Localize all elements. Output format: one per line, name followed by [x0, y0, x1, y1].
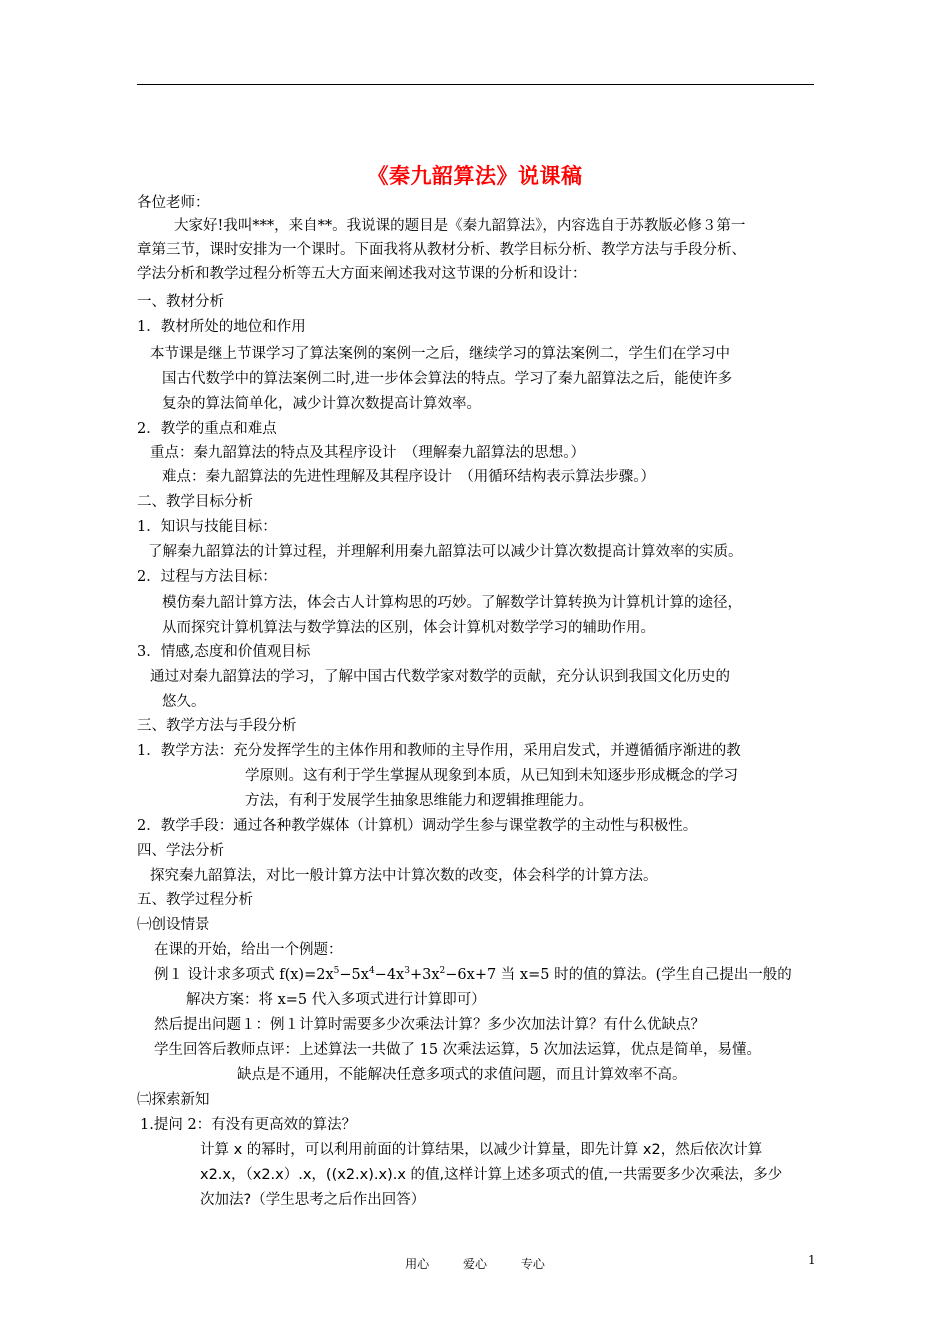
salutation: 各位老师： [137, 195, 210, 211]
s5-sub2-heading: ㈡探索新知 [137, 1092, 210, 1108]
s2-g1-heading: 1．知识与技能目标： [137, 519, 277, 535]
section-4-heading: 四、学法分析 [137, 843, 224, 859]
s4-text: 探究秦九韶算法，对比一般计算方法中计算次数的改变，体会科学的计算方法。 [150, 868, 658, 884]
difficult-point: 难点：秦九韶算法的先进性理解及其程序设计 （用循环结构表示算法步骤。） [162, 469, 655, 485]
document-title: 《秦九韶算法》说课稿 [367, 164, 583, 188]
footer-yongxin: 用心 [405, 1257, 430, 1271]
section-3-heading: 三、教学方法与手段分析 [137, 718, 297, 734]
s2-g2-line-2: 从而探究计算机算法与数学算法的区别，体会计算机对数学学习的辅助作用。 [162, 620, 655, 636]
s1-p1-line-3: 复杂的算法简单化，减少计算次数提高计算效率。 [162, 396, 481, 412]
teacher-comment: 学生回答后教师点评：上述算法一共做了 15 次乘法运算，5 次加法运算，优点是简单，易懂。 [154, 1042, 761, 1058]
s2-g3-line-1: 通过对秦九韶算法的学习，了解中国古代数学家对数学的贡献，充分认识到我国文化历史的 [150, 669, 730, 685]
intro-line-2: 章第三节，课时安排为一个课时。下面我将从教材分析、教学目标分析、教学方法与手段分析、 [137, 242, 746, 258]
header-rule [137, 84, 814, 85]
s2-g3-line-2: 悠久。 [162, 694, 206, 710]
s1-p1-heading: 1．教材所处的地位和作用 [137, 319, 306, 335]
question-1: 然后提出问题１：例１计算时需要多少次乘法计算？多少次加法计算？有什么优缺点？ [154, 1017, 705, 1033]
footer-zhuanxin: 专心 [520, 1257, 545, 1271]
teacher-comment-cont: 缺点是不通用，不能解决任意多项式的求值问题，而且计算效率不高。 [237, 1067, 687, 1083]
section-5-heading: 五、教学过程分析 [137, 892, 253, 908]
example-1-polynomial: 例１ 设计求多项式 $f(x)=2x^5-5x^4-4x^3+3x^2-6x+7$ 当 x=5 时的值的算法。(学生自己提出一般的 [154, 966, 792, 983]
s5-line-1: 在课的开始，给出一个例题： [154, 942, 343, 958]
s1-p2-heading: 2．教学的重点和难点 [137, 421, 277, 437]
footer-aixin: 爱心 [462, 1257, 487, 1271]
q2-line-3: 次加法?（学生思考之后作出回答） [200, 1192, 426, 1208]
s3-m1-line-2: 学原则。这有利于学生掌握从现象到本质，从已知到未知逐步形成概念的学习 [245, 768, 738, 784]
s3-m1-line-1: 1．教学方法：充分发挥学生的主体作用和教师的主导作用，采用启发式，并遵循循序渐进的教 [137, 743, 741, 759]
s2-g2-heading: 2．过程与方法目标： [137, 569, 277, 585]
section-2-heading: 二、教学目标分析 [137, 494, 253, 510]
s1-p1-line-2: 国古代数学中的算法案例二时,进一步体会算法的特点。学习了秦九韶算法之后，能使许多 [162, 371, 733, 387]
s2-g2-line-1: 模仿秦九韶计算方法，体会古人计算构思的巧妙。了解数学计算转换为计算机计算的途径， [162, 595, 742, 611]
q2-line-1: 计算 x 的幂时，可以利用前面的计算结果，以减少计算量，即先计算 x2，然后依次计算 [200, 1142, 763, 1158]
s3-m2: 2．教学手段：通过各种教学媒体（计算机）调动学生参与课堂教学的主动性与积极性。 [137, 818, 698, 834]
intro-line-3: 学法分析和教学过程分析等五大方面来阐述我对这节课的分析和设计： [137, 266, 587, 282]
s2-g1-text: 了解秦九韶算法的计算过程，并理解利用秦九韶算法可以减少计算次数提高计算效率的实质。 [148, 544, 743, 560]
s2-g3-heading: 3．情感,态度和价值观目标 [137, 644, 311, 660]
q2-line-2: x2.x，（x2.x）.x，((x2.x).x).x 的值,这样计算上述多项式的值,一共需要多少次乘法，多少 [200, 1167, 783, 1183]
s1-p1-line-1: 本节课是继上节课学习了算法案例的案例一之后，继续学习的算法案例二，学生们在学习中 [150, 346, 730, 362]
s5-line-2: 解决方案：将 x=5 代入多项式进行计算即可） [186, 992, 486, 1008]
s3-m1-line-3: 方法，有利于发展学生抽象思维能力和逻辑推理能力。 [245, 793, 593, 809]
page-number: 1 [808, 1253, 816, 1267]
question-2: 1.提问 2：有没有更高效的算法？ [140, 1117, 357, 1133]
s5-sub1-heading: ㈠创设情景 [137, 917, 210, 933]
key-point: 重点：秦九韶算法的特点及其程序设计 （理解秦九韶算法的思想。） [150, 445, 585, 461]
intro-line-1: 大家好!我叫***，来自**。我说课的题目是《秦九韶算法》，内容选自于苏教版必修３第一 [174, 218, 746, 234]
section-1-heading: 一、教材分析 [137, 294, 224, 310]
